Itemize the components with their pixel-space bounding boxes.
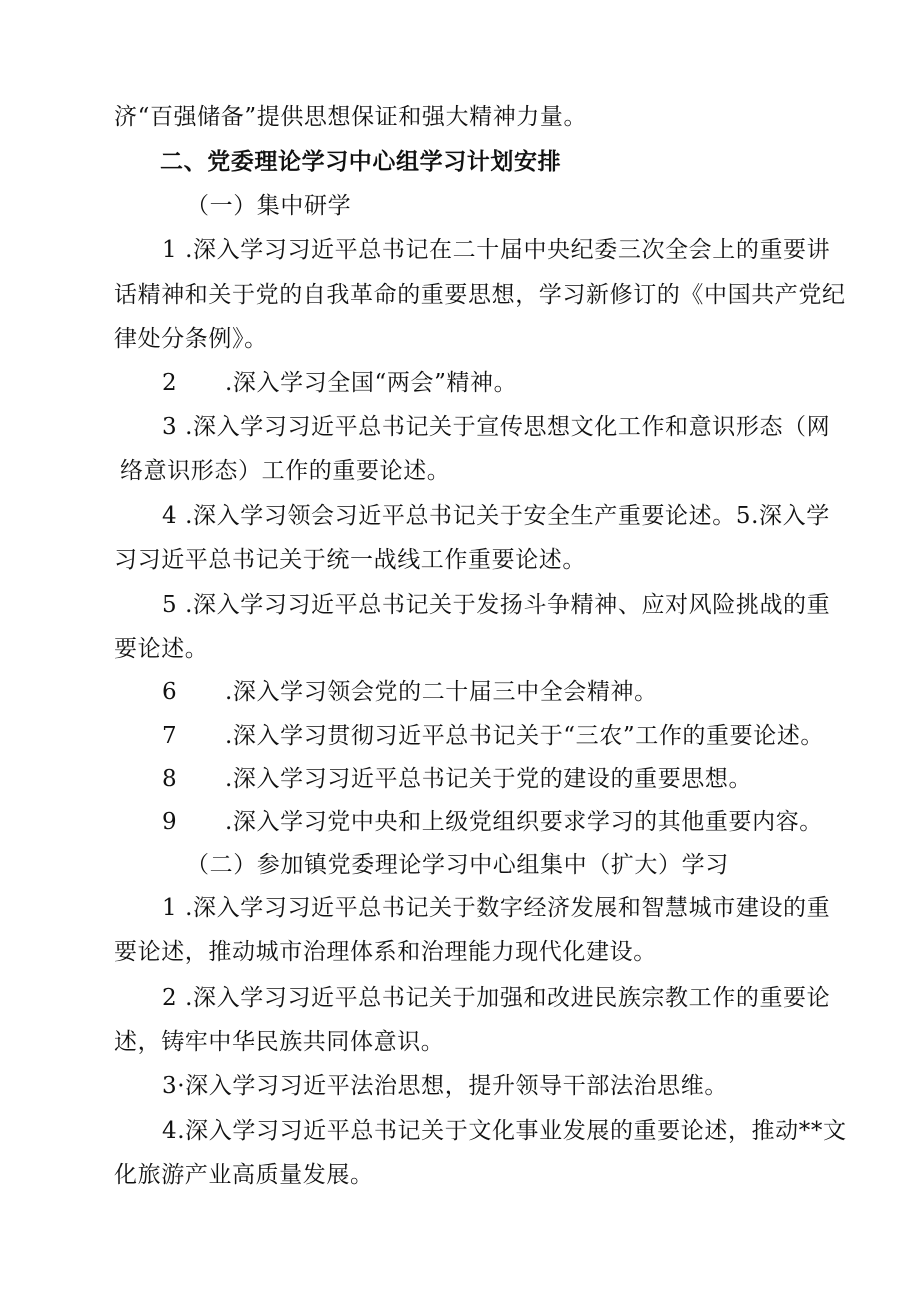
list-item-line: 律处分条例》。 — [114, 326, 268, 352]
list-item-line: .深入学习领会党的二十届三中全会精神。 — [225, 679, 658, 705]
paragraph-line: 济“百强储备”提供思想保证和强大精神力量。 — [114, 104, 588, 130]
list-item-line: 5 .深入学习习近平总书记关于发扬斗争精神、应对风险挑战的重 — [162, 592, 831, 618]
list-item-line: 要论述，推动城市治理体系和治理能力现代化建设。 — [114, 939, 657, 965]
list-item-line: 3 .深入学习习近平总书记关于宣传思想文化工作和意识形态（网 — [162, 414, 831, 440]
list-item-line: 3·深入学习习近平法治思想，提升领导干部法治思维。 — [162, 1073, 728, 1099]
list-item-line: 2 .深入学习习近平总书记关于加强和改进民族宗教工作的重要论 — [162, 985, 831, 1011]
list-item-line: 4.深入学习习近平总书记关于文化事业发展的重要论述，推动**文 — [162, 1118, 847, 1144]
list-item-line: .深入学习贯彻习近平总书记关于“三农”工作的重要论述。 — [225, 723, 825, 749]
list-item-line: 要论述。 — [114, 636, 209, 662]
section-heading: 二、党委理论学习中心组学习计划安排 — [160, 148, 562, 175]
list-item-number: 6 — [162, 679, 177, 705]
list-item-number: 2 — [162, 370, 177, 396]
list-item-line: 述，铸牢中华民族共同体意识。 — [114, 1029, 445, 1055]
subsection-heading: （一）集中研学 — [186, 193, 352, 219]
list-item-line: 1 .深入学习习近平总书记在二十届中央纪委三次全会上的重要讲 — [162, 237, 831, 263]
list-item-number: 9 — [162, 809, 177, 835]
list-item-line: 化旅游产业高质量发展。 — [114, 1162, 374, 1188]
list-item-line: 1 .深入学习习近平总书记关于数字经济发展和智慧城市建设的重 — [162, 895, 831, 921]
list-item-line: 4 .深入学习领会习近平总书记关于安全生产重要论述。5.深入学 — [162, 503, 830, 529]
list-item-line: .深入学习全国“两会”精神。 — [225, 370, 518, 396]
list-item-number: 8 — [162, 766, 177, 792]
list-item-line: 络意识形态）工作的重要论述。 — [120, 458, 451, 484]
list-item-line: 话精神和关于党的自我革命的重要思想，学习新修订的《中国共产党纪 — [114, 282, 846, 308]
list-item-number: 7 — [162, 723, 177, 749]
list-item-line: .深入学习习近平总书记关于党的建设的重要思想。 — [225, 766, 753, 792]
list-item-line: .深入学习党中央和上级党组织要求学习的其他重要内容。 — [225, 809, 823, 835]
list-item-line: 习习近平总书记关于统一战线工作重要论述。 — [114, 547, 586, 573]
subsection-heading: （二）参加镇党委理论学习中心组集中（扩大）学习 — [186, 852, 729, 878]
